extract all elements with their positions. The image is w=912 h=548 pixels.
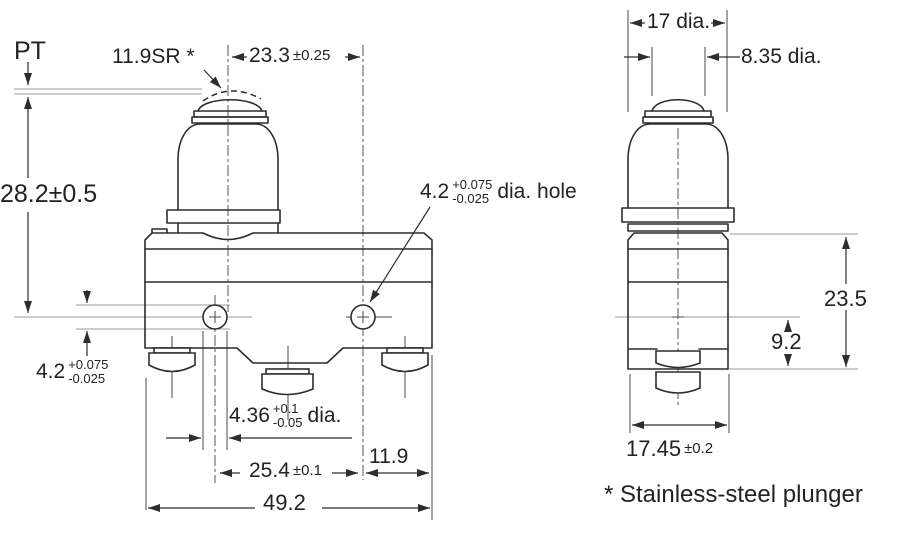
sphere-radius-label: 11.9SR * bbox=[112, 45, 195, 68]
plunger-collar bbox=[167, 210, 280, 223]
plunger-dia-dim-label: 17 dia. bbox=[647, 10, 711, 33]
boss-dia-tolerance-stack bbox=[273, 402, 303, 429]
side-tip-dome bbox=[652, 100, 704, 111]
hole-dia-suffix: dia. hole bbox=[497, 179, 577, 203]
body-height-dim-label: 23.5 bbox=[821, 287, 870, 310]
right-terminal-screw-head bbox=[382, 353, 428, 372]
hole-to-bottom-dim-label: 9.2 bbox=[771, 329, 802, 354]
plunger-ring-lower bbox=[192, 117, 268, 123]
top-width-value: 23.3 bbox=[249, 44, 290, 67]
hole-dia-value: 4.2 bbox=[420, 179, 450, 203]
boss-dia-tol-minus: -0.05 bbox=[272, 414, 303, 430]
top-width-dim-label bbox=[249, 45, 330, 67]
left-terminal-screw-head bbox=[149, 353, 195, 372]
side-ring-lower bbox=[643, 117, 713, 123]
hole-dia-tol-minus: -0.025 bbox=[452, 190, 490, 206]
hole-height-tol-minus: -0.025 bbox=[68, 370, 106, 386]
side-ring-upper bbox=[645, 111, 711, 117]
tip-dia-dim-label: 8.35 dia. bbox=[741, 45, 822, 68]
plunger-ring-upper bbox=[194, 111, 266, 117]
boss-dia-tol-plus: +0.1 bbox=[272, 401, 299, 416]
hole-dia-label bbox=[420, 178, 577, 205]
overall-height-dim-label: 28.2±0.5 bbox=[0, 180, 98, 208]
plunger-tip-dome bbox=[198, 100, 262, 111]
hole-height-dim-label bbox=[36, 358, 112, 385]
hole-dia-tol-plus: +0.075 bbox=[452, 177, 493, 192]
middle-terminal-screw-head bbox=[262, 374, 313, 395]
hole-dia-tolerance-stack bbox=[452, 178, 492, 205]
hole-height-tolerance-stack bbox=[68, 358, 108, 385]
hole-spacing-dim-label bbox=[246, 460, 325, 482]
hole-spacing-value: 25.4 bbox=[249, 459, 290, 482]
overall-width-dim-label: 49.2 bbox=[260, 491, 309, 514]
body-width-value: 17.45 bbox=[626, 436, 682, 461]
boss-dia-value: 4.36 bbox=[229, 403, 270, 427]
body-width-tolerance: ±0.2 bbox=[684, 439, 714, 457]
boss-dia-dim-label bbox=[229, 402, 341, 429]
switch-body-outline bbox=[145, 233, 432, 363]
hole-label-leader bbox=[370, 207, 430, 302]
side-screw-head-lower bbox=[656, 372, 700, 393]
side-view bbox=[615, 10, 858, 433]
body-width-dim-label bbox=[626, 437, 713, 460]
sphere-radius-leader bbox=[204, 70, 221, 88]
side-screw-head-upper bbox=[656, 351, 700, 368]
hole-height-tol-plus: +0.075 bbox=[68, 357, 109, 372]
pt-label: PT bbox=[14, 37, 46, 65]
hole-spacing-tolerance: ±0.1 bbox=[292, 462, 322, 480]
footnote-label: * Stainless-steel plunger bbox=[604, 481, 863, 508]
edge-offset-dim-label: 11.9 bbox=[369, 445, 409, 468]
hole-height-value: 4.2 bbox=[36, 359, 66, 383]
top-width-tolerance: ±0.25 bbox=[292, 47, 331, 65]
boss-dia-suffix: dia. bbox=[307, 403, 342, 427]
